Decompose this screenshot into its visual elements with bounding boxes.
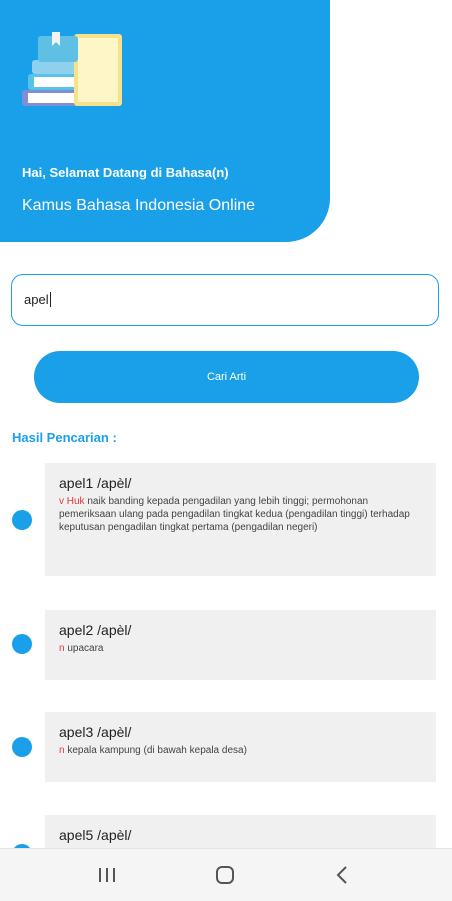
definition-text: upacara — [67, 643, 104, 654]
result-definition — [59, 744, 422, 757]
result-definition — [59, 642, 422, 655]
word-class: n — [59, 643, 65, 654]
result-bullet — [12, 634, 32, 654]
books-icon — [18, 30, 128, 112]
results-title: Hasil Pencarian : — [12, 430, 117, 445]
home-icon[interactable] — [212, 863, 238, 887]
recent-apps-icon[interactable] — [94, 863, 120, 887]
result-word: apel3 /apèl/ — [59, 724, 132, 740]
system-nav-bar — [0, 848, 452, 901]
search-button[interactable] — [34, 351, 419, 403]
definition-text: kepala kampung (di bawah kepala desa) — [67, 745, 247, 756]
word-class: v Huk — [59, 496, 85, 507]
result-card[interactable] — [45, 610, 436, 680]
result-card[interactable] — [45, 712, 436, 782]
back-icon[interactable] — [330, 863, 356, 887]
result-word: apel1 /apèl/ — [59, 475, 132, 491]
greeting-text: Hai, Selamat Datang di Bahasa(n) — [22, 165, 229, 180]
result-definition — [59, 495, 422, 534]
word-class: n — [59, 745, 65, 756]
header-banner — [0, 0, 330, 242]
result-bullet — [12, 510, 32, 530]
definition-text: naik banding kepada pengadilan yang lebih tinggi; permohonan pemeriksaan ulang pada pengadilan tingkat kedua (pengadilan tinggi) terhadap keputusan pengadilan tingkat pertama (pengadilan negeri) — [59, 496, 410, 533]
result-word: apel5 /apèl/ — [59, 827, 132, 843]
result-bullet — [12, 737, 32, 757]
search-button-label: Cari Arti — [206, 371, 247, 383]
result-card[interactable] — [45, 463, 436, 576]
result-word: apel2 /apèl/ — [59, 622, 132, 638]
text-cursor — [50, 292, 52, 307]
search-input[interactable] — [11, 274, 439, 326]
app-subtitle: Kamus Bahasa Indonesia Online — [22, 197, 256, 214]
search-input-text[interactable] — [24, 292, 51, 307]
search-value: apel — [24, 292, 49, 307]
